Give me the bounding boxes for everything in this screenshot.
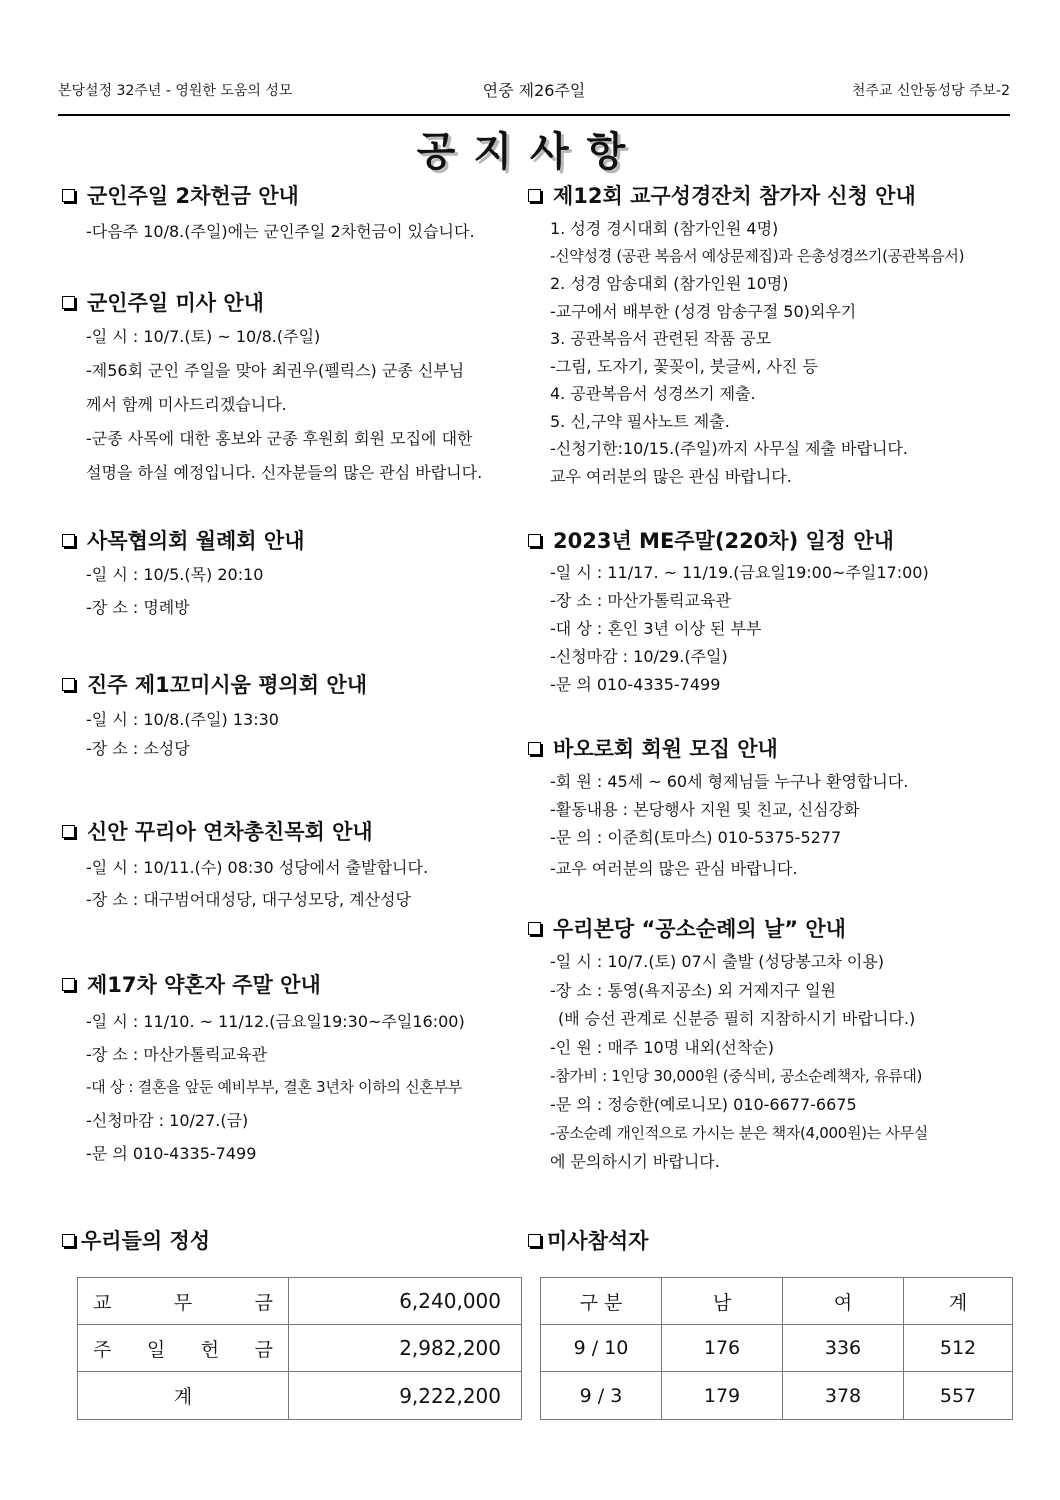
section-body [58,320,528,490]
section-line: -군종 사목에 대한 홍보와 군종 후원회 회원 모집에 대한 [86,429,473,448]
section-title: 군인주일 미사 안내 [87,291,264,315]
offering-label: 교 무 금 [78,1278,289,1325]
section-title: 우리들의 정성 [81,1229,211,1253]
section-line: -일 시 : 10/7.(토) 07시 출발 (성당봉고차 이용) [550,952,885,971]
checkbox-icon [62,978,75,991]
table-row [541,1325,1013,1372]
section-attendance [524,1224,994,1258]
section-line: -일 시 : 10/5.(목) 20:10 [86,565,264,584]
section-pilgrimage [524,912,994,1176]
section-body [58,705,528,763]
section-title: 신안 꾸리아 연차총친목회 안내 [87,820,373,844]
section-line: 5. 신,구약 필사노트 제출. [550,411,730,431]
section-line: -장 소 : 마산가톨릭교육관 [86,1045,267,1064]
checkbox-icon [528,189,541,202]
section-title: 제17차 약혼자 주말 안내 [87,973,321,997]
header-center: 연중 제26주일 [482,81,586,100]
section-body [58,217,528,246]
offering-table [77,1277,522,1420]
checkbox-icon [528,534,541,547]
table-cell: 9 / 10 [541,1325,662,1372]
section-line: -활동내용 : 본당행사 지원 및 친교, 신심강화 [550,800,860,819]
section-me-weekend [524,524,994,699]
section-line: (배 승선 관계로 신분증 필히 지참하시기 바랍니다.) [558,1009,916,1028]
section-bible-festival [524,179,994,490]
section-line: -신청마감 : 10/29.(주일) [550,647,728,666]
section-line: -장 소 : 마산가톨릭교육관 [550,591,731,610]
section-body [524,559,994,699]
section-line: 께서 함께 미사드리겠습니다. [86,395,287,414]
section-title: 미사참석자 [547,1229,649,1253]
section-curia [58,815,528,916]
section-engaged-weekend [58,968,528,1170]
table-cell: 9 / 3 [541,1372,662,1420]
table-cell: 176 [662,1325,783,1372]
section-title: 사목협의회 월례회 안내 [87,529,305,553]
section-line: 2. 성경 암송대회 (참가인원 10명) [550,274,789,293]
section-line: 에 문의하시기 바랍니다. [550,1151,720,1171]
section-title: 바오로회 회원 모집 안내 [553,737,778,761]
table-cell: 378 [783,1372,904,1420]
section-body [524,215,994,490]
section-title: 우리본당 “공소순례의 날” 안내 [553,917,846,941]
section-line: -문 의 010-4335-7499 [86,1144,257,1163]
table-cell: 512 [904,1325,1013,1372]
table-header: 남 [662,1278,783,1325]
table-header: 여 [783,1278,904,1325]
table-header: 구 분 [541,1278,662,1325]
section-body [524,768,994,886]
section-line: 교우 여러분의 많은 관심 바랍니다. [550,466,792,486]
checkbox-icon [62,825,75,838]
offering-value: 9,222,200 [289,1372,522,1420]
header-left: 본당설정 32주년 - 영원한 도움의 성모 [58,83,293,99]
header-right: 천주교 신안동성당 주보-2 [851,83,1010,99]
checkbox-icon [62,678,75,691]
section-line: 설명을 하실 예정입니다. 신자분들의 많은 관심 바랍니다. [86,463,483,482]
section-body [524,948,994,1176]
table-row [78,1372,522,1420]
page-title: 공지사항 [416,129,644,175]
offering-label: 계 [78,1372,289,1420]
section-title: 군인주일 2차헌금 안내 [87,184,299,208]
section-line: 3. 공관복음서 관련된 작품 공모 [550,329,772,348]
page-header [58,80,1010,114]
section-paul-society [524,732,994,886]
section-line: -회 원 : 45세 ~ 60세 형제님들 누구나 환영합니다. [550,772,909,791]
table-cell: 179 [662,1372,783,1420]
checkbox-icon [528,1234,541,1247]
section-military-offering [58,179,528,246]
checkbox-icon [528,922,541,935]
section-line: -문 의 010-4335-7499 [550,675,721,694]
section-body [58,558,528,624]
section-comitium [58,668,528,763]
table-cell: 557 [904,1372,1013,1420]
section-body [58,1005,528,1170]
table-header: 계 [904,1278,1013,1325]
attendance-table [540,1277,1013,1420]
section-line: -신약성경 (공관 복음서 예상문제집)과 은총성경쓰기(공관복음서) [550,246,965,265]
section-line: 1. 성경 경시대회 (참가인원 4명) [550,219,779,238]
section-line: -일 시 : 11/17. ~ 11/19.(금요일19:00~주일17:00) [550,563,929,582]
section-body [58,852,528,916]
table-row [541,1372,1013,1420]
section-line: -일 시 : 10/8.(주일) 13:30 [86,710,279,729]
section-line: -일 시 : 11/10. ~ 11/12.(금요일19:30~주일16:00) [86,1012,465,1031]
section-line: -장 소 : 명례방 [86,598,190,617]
section-line: -장 소 : 통영(욕지공소) 외 거제지구 일원 [550,980,837,1000]
section-line: -공소순례 개인적으로 가시는 분은 책자(4,000원)는 사무실 [550,1124,928,1142]
section-line: -일 시 : 10/7.(토) ~ 10/8.(주일) [86,327,321,346]
section-line: -장 소 : 대구범어대성당, 대구성모당, 계산성당 [86,890,411,909]
table-cell: 336 [783,1325,904,1372]
checkbox-icon [62,1234,75,1247]
section-line: -대 상 : 혼인 3년 이상 된 부부 [550,619,762,638]
section-line: -신청기한:10/15.(주일)까지 사무실 제출 바랍니다. [550,439,908,458]
checkbox-icon [528,742,541,755]
section-line: -문 의 : 이준희(토마스) 010-5375-5277 [550,828,842,847]
section-line: -그림, 도자기, 꽃꽂이, 붓글씨, 사진 등 [550,356,818,376]
offering-value: 6,240,000 [289,1278,522,1325]
header-divider [58,114,1010,116]
table-row [78,1278,522,1325]
section-line: 4. 공관복음서 성경쓰기 제출. [550,384,756,403]
section-council-meeting [58,524,528,624]
section-line: -문 의 : 정승한(예로니모) 010-6677-6675 [550,1094,857,1114]
offering-label: 주 일 헌 금 [78,1325,289,1372]
section-line: -신청마감 : 10/27.(금) [86,1111,249,1130]
table-header-row [541,1278,1013,1325]
section-line: -다음주 10/8.(주일)에는 군인주일 2차헌금이 있습니다. [86,222,475,241]
section-line: -제56회 군인 주일을 맞아 최권우(펠릭스) 군종 신부님 [86,361,465,380]
section-line: -장 소 : 소성당 [86,739,190,758]
section-line: -대 상 : 결혼을 앞둔 예비부부, 결혼 3년차 이하의 신혼부부 [86,1078,462,1096]
section-line: -참가비 : 1인당 30,000원 (중식비, 공소순례책자, 유류대) [550,1067,923,1085]
offering-value: 2,982,200 [289,1325,522,1372]
section-offering [58,1224,528,1258]
section-line: -교우 여러분의 많은 관심 바랍니다. [550,859,798,878]
section-title: 제12회 교구성경잔치 참가자 신청 안내 [553,184,916,208]
section-military-mass [58,286,528,490]
checkbox-icon [62,534,75,547]
table-row [78,1325,522,1372]
section-line: -인 원 : 매주 10명 내외(선착순) [550,1037,774,1057]
section-title: 2023년 ME주말(220차) 일정 안내 [553,529,894,553]
section-line: -일 시 : 10/11.(수) 08:30 성당에서 출발합니다. [86,858,429,877]
checkbox-icon [62,296,75,309]
section-title: 진주 제1꼬미시움 평의회 안내 [87,673,367,697]
section-line: -교구에서 배부한 (성경 암송구절 50)외우기 [550,301,857,321]
checkbox-icon [62,189,75,202]
